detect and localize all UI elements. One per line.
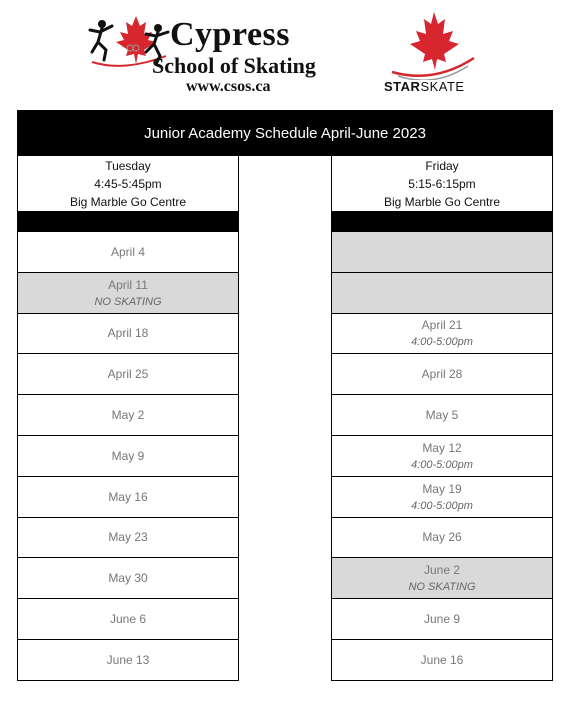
schedule-row (17, 395, 239, 436)
session-date: April 21 (421, 318, 463, 333)
schedule-row (331, 232, 553, 273)
schedule-row (17, 436, 239, 477)
session-note: 4:00-5:00pm (411, 336, 473, 349)
schedule-banner: Junior Academy Schedule April-June 2023 (17, 110, 553, 156)
session-date: May 23 (108, 530, 148, 545)
schedule-row (331, 640, 553, 681)
schedule-row (331, 599, 553, 640)
session-date: April 4 (110, 244, 145, 259)
schedule-row (331, 395, 553, 436)
session-date: May 9 (111, 448, 145, 463)
schedule-row (17, 314, 239, 355)
session-date: April 28 (421, 367, 463, 382)
starskate-suffix: SKATE (420, 79, 465, 94)
schedule-row (17, 558, 239, 599)
starskate-prefix: STAR (384, 79, 421, 94)
time-label: 4:45-5:45pm (94, 177, 162, 191)
schedule-row (17, 273, 239, 314)
starskate-maple-leaf-logo (388, 10, 478, 80)
session-date: May 5 (425, 408, 459, 423)
schedule-row (17, 232, 239, 273)
location-label: Big Marble Go Centre (383, 195, 501, 209)
time-label: 5:15-6:15pm (408, 177, 476, 191)
location-label: Big Marble Go Centre (69, 195, 187, 209)
schedule-row (331, 436, 553, 477)
page-header (0, 0, 573, 110)
friday-header (331, 156, 553, 212)
session-note: NO SKATING (408, 581, 476, 594)
schedule-row (17, 354, 239, 395)
schedule-row (331, 273, 553, 314)
day-label: Friday (425, 159, 459, 173)
tuesday-header (17, 156, 239, 212)
session-date: June 16 (420, 652, 464, 667)
schedule-row (17, 518, 239, 559)
divider-bar (331, 212, 553, 232)
schedule-row (331, 354, 553, 395)
brand-title: Cypress (170, 16, 290, 53)
session-note: 4:00-5:00pm (411, 458, 473, 471)
divider-bar (17, 212, 239, 232)
brand-url[interactable]: www.csos.ca (186, 78, 271, 95)
schedule-row (17, 640, 239, 681)
schedule-table (17, 110, 553, 680)
session-date: May 26 (422, 530, 462, 545)
schedule-row (331, 518, 553, 559)
session-date: May 30 (108, 571, 148, 586)
session-date: April 25 (107, 367, 149, 382)
brand-subtitle: School of Skating (152, 53, 316, 78)
schedule-row (331, 558, 553, 599)
session-date: May 19 (422, 481, 462, 496)
schedule-row (331, 314, 553, 355)
session-date: May 12 (422, 440, 462, 455)
schedule-row (331, 477, 553, 518)
day-label: Tuesday (105, 159, 151, 173)
session-date: June 9 (423, 612, 461, 627)
starskate-wordmark (384, 80, 465, 94)
session-date: April 18 (107, 326, 149, 341)
schedule-row (17, 477, 239, 518)
session-date: May 16 (108, 489, 148, 504)
session-date: June 13 (106, 652, 150, 667)
session-date: June 6 (109, 612, 147, 627)
friday-column (331, 156, 553, 681)
session-date: May 2 (111, 408, 145, 423)
session-date: April 11 (108, 277, 148, 292)
session-date: June 2 (423, 563, 461, 578)
session-note: NO SKATING (94, 295, 162, 308)
session-note: 4:00-5:00pm (411, 499, 473, 512)
schedule-row (17, 599, 239, 640)
tuesday-column (17, 156, 239, 681)
